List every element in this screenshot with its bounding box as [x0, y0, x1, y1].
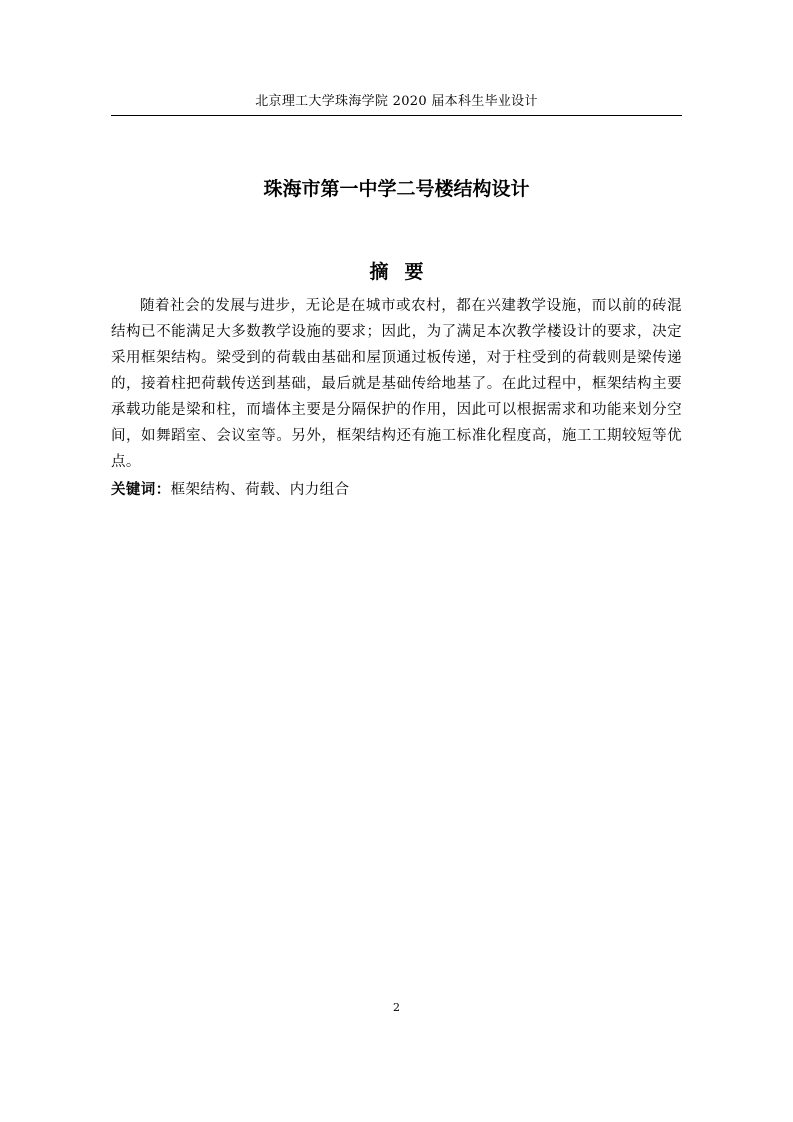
page-number: 2: [393, 1001, 400, 1014]
abstract-heading: 摘要: [369, 261, 440, 283]
keywords-line: [111, 479, 682, 501]
running-header: 北京理工大学珠海学院 2020 届本科生毕业设计: [255, 94, 538, 109]
header-divider: [111, 115, 682, 116]
keywords-value: 框架结构、荷载、内力组合: [170, 482, 350, 498]
keywords-label: 关键词：: [111, 482, 171, 498]
abstract-body: 随着社会的发展与进步，无论是在城市或农村，都在兴建教学设施，而以前的砖混结构已不能满足大多数教学设施的要求；因此，为了满足本次教学楼设计的要求，决定采用框架结构。梁受到的荷载由基础和屋顶通过板传递，对于柱受到的荷载则是梁传递的，接着柱把荷载传送到基础，最后就是基础传给地基了。在此过程中，框架结构主要承载功能是梁和柱，而墙体主要是分隔保护的作用，因此可以根据需求和功能来划分空间，如舞蹈室、会议室等。另外，框架结构还有施工标准化程度高，施工工期较短等优点。: [111, 298, 682, 470]
thesis-title: 珠海市第一中学二号楼结构设计: [263, 178, 530, 200]
